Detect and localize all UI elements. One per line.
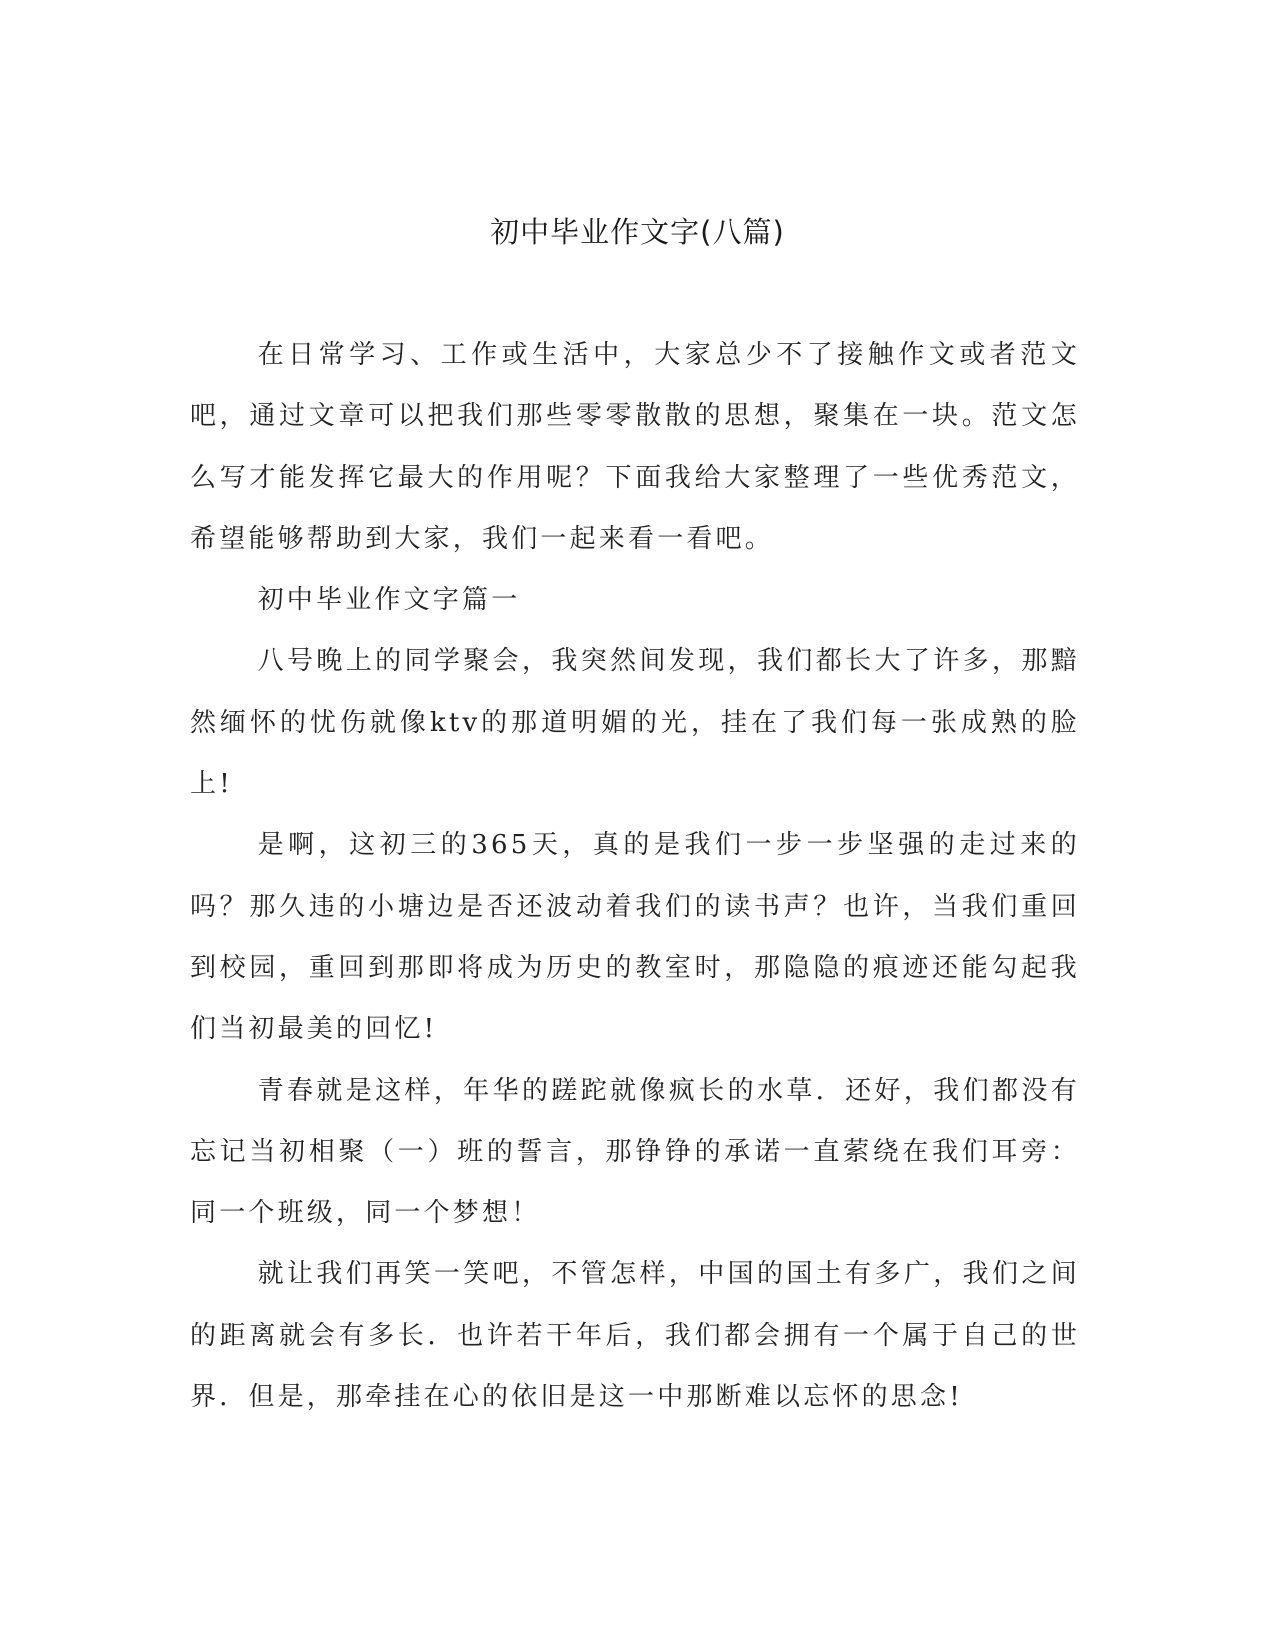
- body-paragraph-1: 八号晚上的同学聚会，我突然间发现，我们都长大了许多，那黯然缅怀的忧伤就像ktv的那道明媚的光，挂在了我们每一张成熟的脸上!: [190, 646, 1080, 800]
- intro-paragraph: 在日常学习、工作或生活中，大家总少不了接触作文或者范文吧，通过文章可以把我们那些零零散散的思想，聚集在一块。范文怎么写才能发挥它最大的作用呢？下面我给大家整理了一些优秀范文，希望能够帮助到大家，我们一起来看一看吧。: [190, 340, 1080, 554]
- body-paragraph-2: 是啊，这初三的365天，真的是我们一步一步坚强的走过来的吗？那久违的小塘边是否还波动着我们的读书声？也许，当我们重回到校园，重回到那即将成为历史的教室时，那隐隐的痕迹还能勾起我们当初最美的回忆!: [190, 830, 1080, 1045]
- document-title: 初中毕业作文字(八篇): [490, 215, 785, 249]
- document-body: [190, 325, 1080, 1428]
- section-heading: 初中毕业作文字篇一: [257, 585, 521, 616]
- body-paragraph-3: 青春就是这样，年华的蹉跎就像疯长的水草．还好，我们都没有忘记当初相聚（一）班的誓言，那铮铮的承诺一直萦绕在我们耳旁：同一个班级，同一个梦想！: [190, 1075, 1080, 1229]
- body-paragraph-4: 就让我们再笑一笑吧，不管怎样，中国的国土有多广，我们之间的距离就会有多长．也许若干年后，我们都会拥有一个属于自己的世界．但是，那牵挂在心的依旧是这一中那断难以忘怀的思念!: [190, 1259, 1080, 1413]
